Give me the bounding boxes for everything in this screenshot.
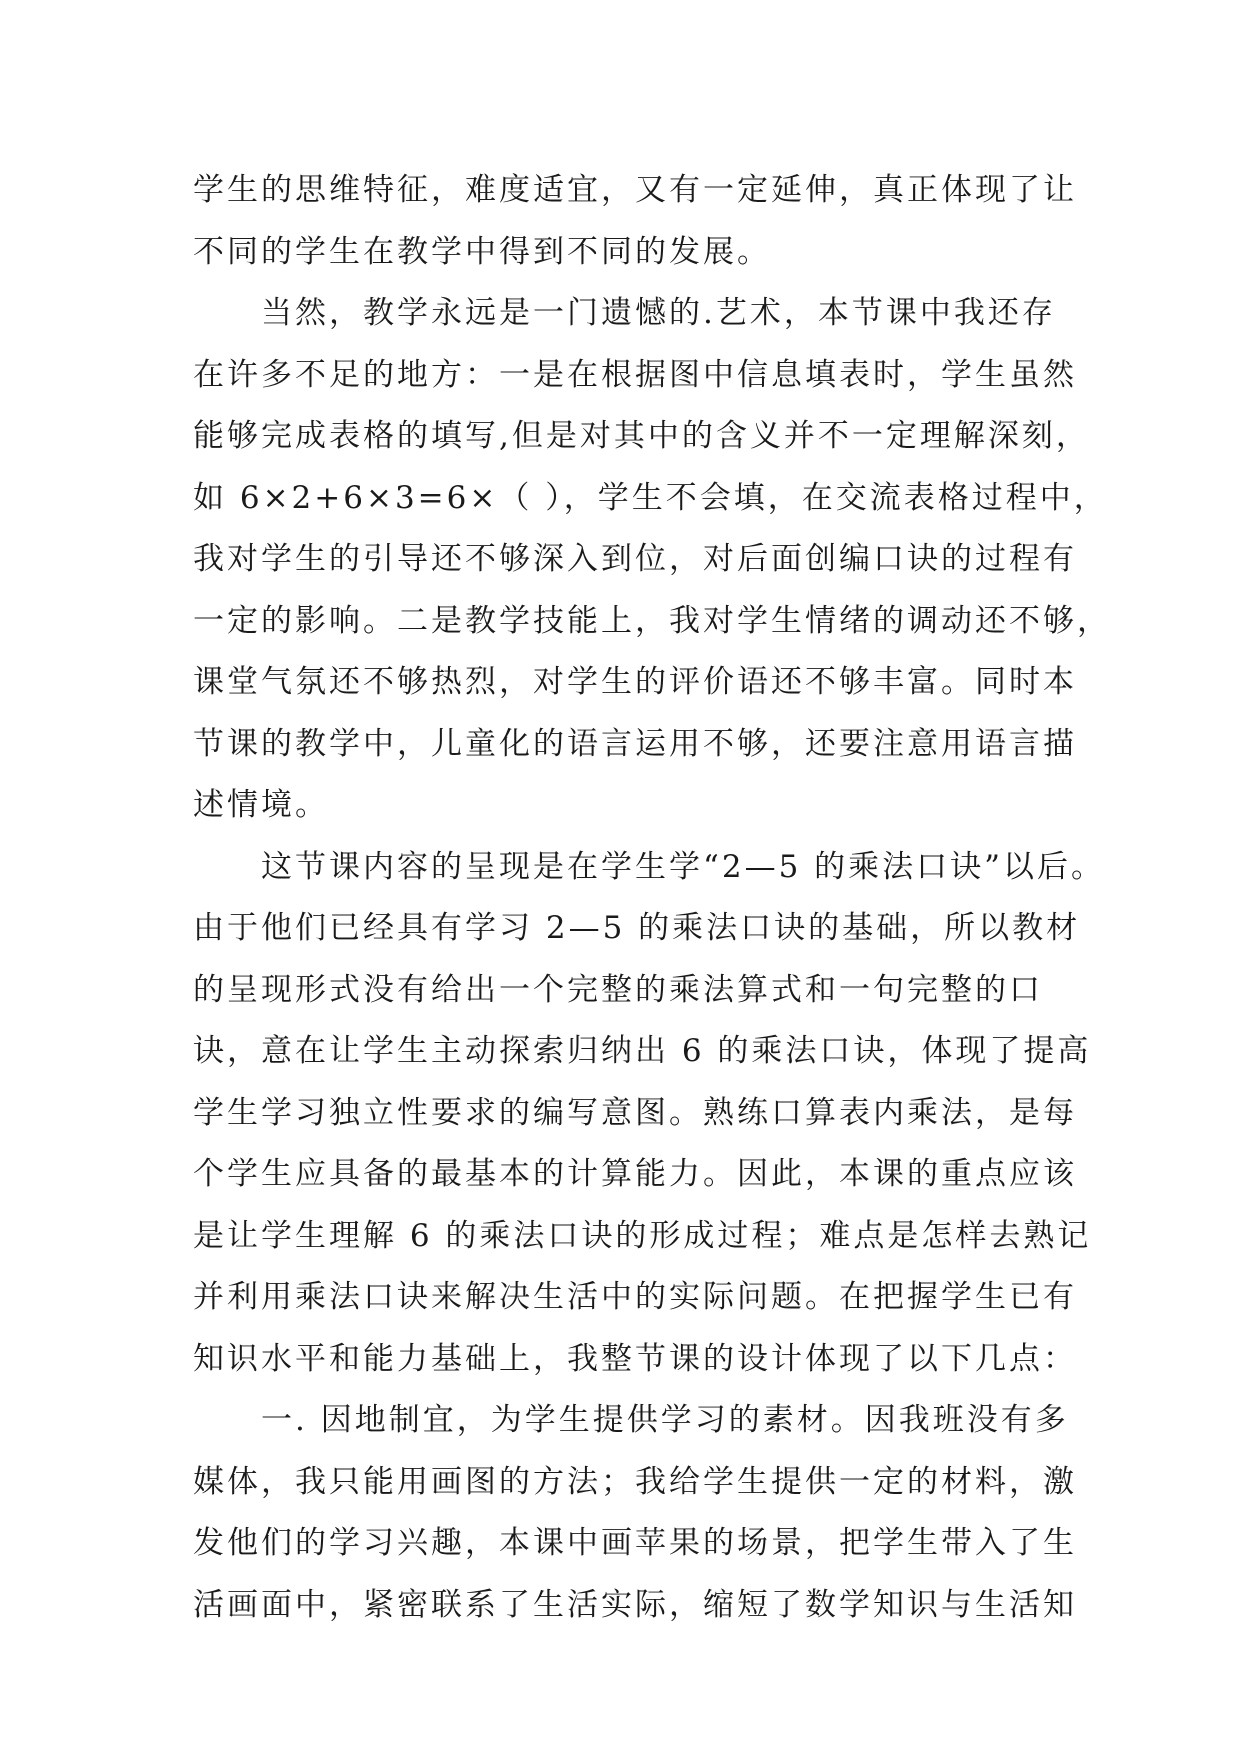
text-line: 课堂气氛还不够热烈，对学生的评价语还不够丰富。同时本 xyxy=(193,664,1077,700)
text-line: 能够完成表格的填写,但是对其中的含义并不一定理解深刻， xyxy=(193,418,1090,454)
text-line: 述情境。 xyxy=(193,787,329,823)
paragraph-start-line: 这节课内容的呈现是在学生学“2—5 的乘法口诀”以后。 xyxy=(261,848,1105,885)
text-line: 由于他们已经具有学习 2—5 的乘法口诀的基础，所以教材 xyxy=(193,910,1081,946)
text-line: 不同的学生在教学中得到不同的发展。 xyxy=(193,233,771,270)
text-line: 节课的教学中，儿童化的语言运用不够，还要注意用语言描 xyxy=(193,725,1077,762)
text-line: 发他们的学习兴趣，本课中画苹果的场景，把学生带入了生 xyxy=(193,1525,1077,1561)
text-line: 我对学生的引导还不够深入到位，对后面创编口诀的过程有 xyxy=(193,541,1077,577)
text-line: 学生学习独立性要求的编写意图。熟练口算表内乘法，是每 xyxy=(193,1094,1077,1131)
paragraph-start-line: 一. 因地制宜，为学生提供学习的素材。因我班没有多 xyxy=(261,1402,1069,1438)
text-line: 是让学生理解 6 的乘法口诀的形成过程；难点是怎样去熟记 xyxy=(193,1217,1092,1254)
paragraph-start-line: 当然，教学永远是一门遗憾的.艺术，本节课中我还存 xyxy=(261,295,1056,331)
text-line: 学生的思维特征，难度适宜，又有一定延伸，真正体现了让 xyxy=(193,172,1077,208)
text-line: 知识水平和能力基础上，我整节课的设计体现了以下几点： xyxy=(193,1340,1077,1377)
text-line: 媒体，我只能用画图的方法；我给学生提供一定的材料，激 xyxy=(193,1463,1077,1500)
text-line: 并利用乘法口诀来解决生活中的实际问题。在把握学生已有 xyxy=(193,1279,1077,1315)
text-line: 如 6×2+6×3=6×（ ），学生不会填，在交流表格过程中， xyxy=(193,479,1108,516)
text-line: 活画面中，紧密联系了生活实际，缩短了数学知识与生活知 xyxy=(193,1586,1077,1623)
text-line: 诀，意在让学生主动探索归纳出 6 的乘法口诀，体现了提高 xyxy=(193,1033,1092,1069)
text-line: 个学生应具备的最基本的计算能力。因此，本课的重点应该 xyxy=(193,1156,1077,1192)
text-line: 在许多不足的地方：一是在根据图中信息填表时，学生虽然 xyxy=(193,356,1077,393)
body-text xyxy=(193,160,1111,1636)
text-line: 一定的影响。二是教学技能上，我对学生情绪的调动还不够， xyxy=(193,602,1111,639)
text-line: 的呈现形式没有给出一个完整的乘法算式和一句完整的口 xyxy=(193,971,1043,1008)
